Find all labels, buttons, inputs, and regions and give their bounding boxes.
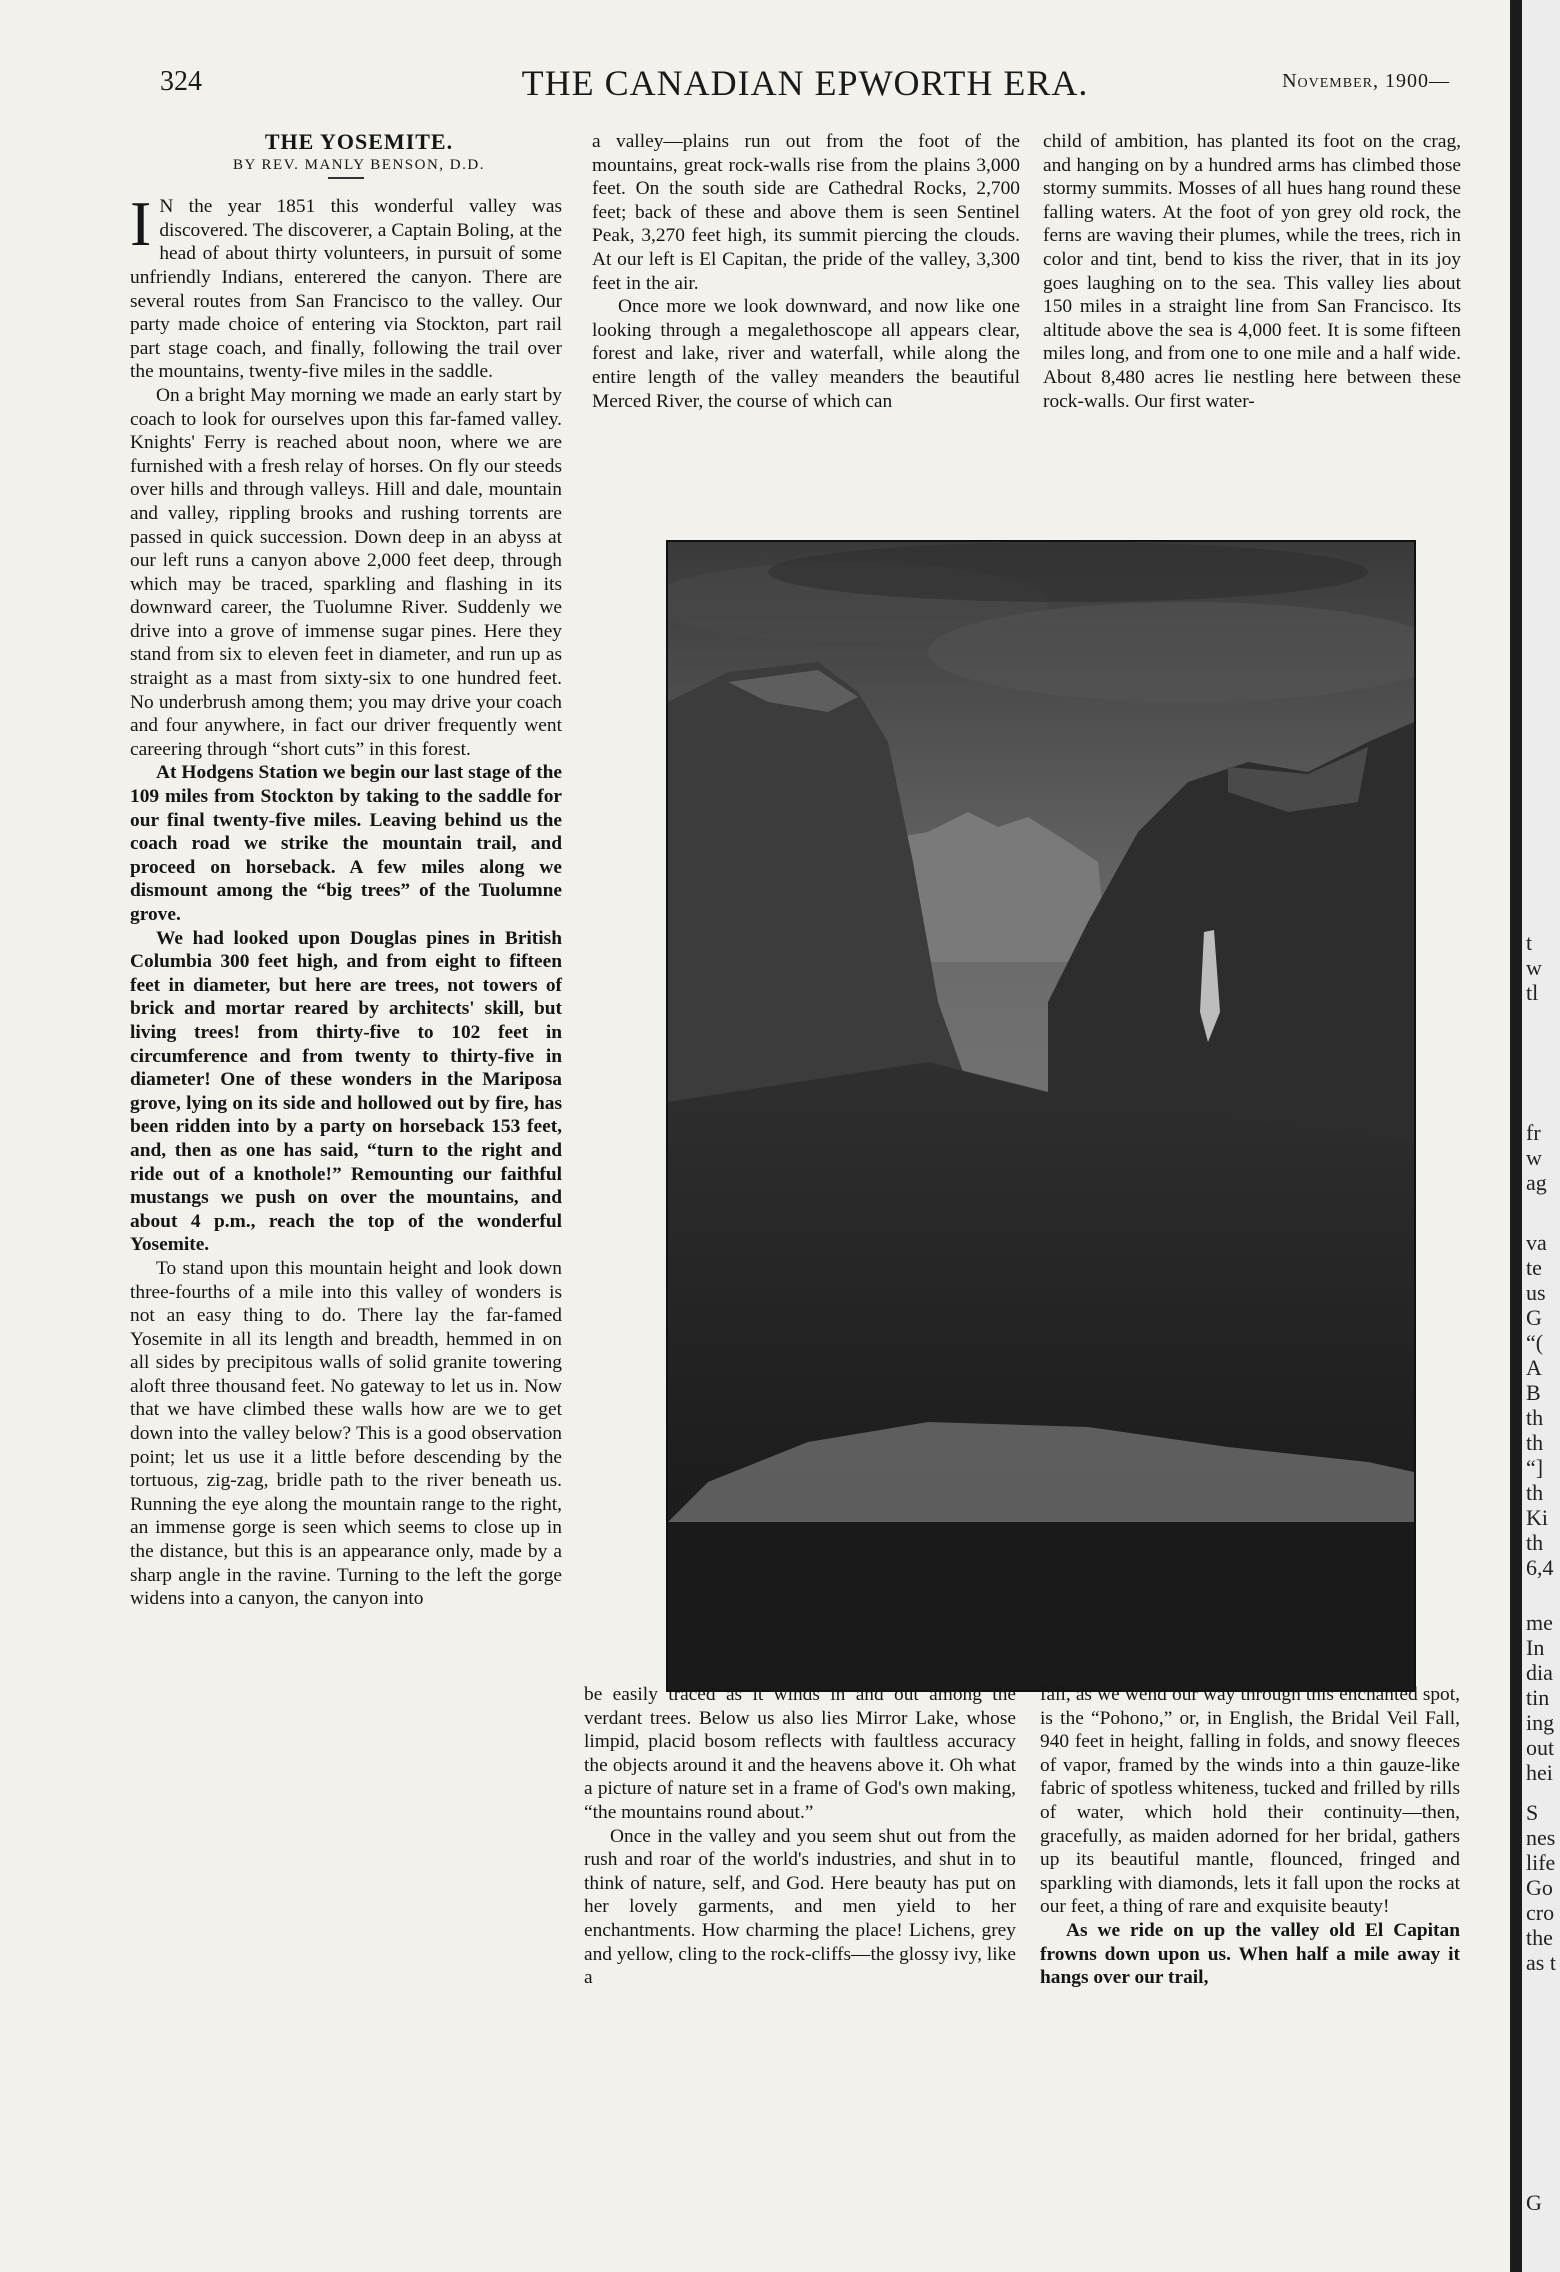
adjacent-page-fragment: th: [1526, 1430, 1544, 1455]
adjacent-page-fragment: life: [1526, 1850, 1556, 1875]
paragraph: fall, as we wend our way through this enchanted spot, is the “Pohono,” or, in English, the Bridal Veil Fall, 940 feet in height, falling in folds, and snowy fleeces of vapor, framed by the winds into a thin gauze-like fabric of spotless whiteness, tucked and frilled by rills of water, which hold their continuity—then, gracefully, as maiden adorned for her bridal, gathers up its beautiful mantle, flounced, fringed and sparkling with diamonds, lets it fall upon the rocks at our feet, a thing of rare and exquisite beauty!: [1040, 1684, 1460, 1918]
adjacent-page-fragment: “(: [1526, 1330, 1544, 1355]
adjacent-page-fragment: cro: [1526, 1900, 1555, 1925]
adjacent-page-fragment: S: [1526, 1800, 1539, 1825]
paragraph: child of ambition, has planted its foot on the crag, and hanging on by a hundred arms has climbed those stormy summits. Mosses of all hues hang round these falling waters. At the foot of yon grey old rock, the ferns are waving their plumes, while the trees, rich in color and tint, bend to kiss the river, that in its joy goes laughing on to the sea. This valley lies about 150 miles in a straight line from San Francisco. Its altitude above the sea is 4,000 feet. It is some fifteen miles long, and from one to one mile and a half wide. About 8,480 acres lie nestling here between these rock-walls. Our first water-: [1043, 131, 1461, 412]
adjacent-page-fragment: fr: [1526, 1120, 1541, 1145]
adjacent-page-fragment: th: [1526, 1530, 1544, 1555]
adjacent-page-fragment: te: [1526, 1255, 1542, 1280]
article-column-1: [130, 130, 562, 1611]
adjacent-page-fragment: th: [1526, 1405, 1544, 1430]
adjacent-page-fragment: w: [1526, 955, 1542, 980]
issue-date: November, 1900—: [1282, 70, 1450, 92]
adjacent-page-fragment: Go: [1526, 1875, 1553, 1900]
adjacent-page-fragment: th: [1526, 1480, 1544, 1505]
adjacent-page-fragment: ing: [1526, 1710, 1555, 1735]
adjacent-page-fragment: t: [1526, 930, 1533, 955]
yosemite-valley-photo: [666, 540, 1416, 1692]
paragraph: At Hodgens Station we begin our last stage of the 109 miles from Stockton by taking to the saddle for our final twenty-five miles. Leaving behind us the coach road we strike the mountain trail, and proceed on horseback. A few miles along we dismount among the “big trees” of the Tuolumne grove.: [130, 762, 562, 925]
adjacent-page-fragment: tl: [1526, 980, 1539, 1005]
article-column-5: [1040, 1683, 1460, 1990]
drop-cap: I: [130, 188, 152, 260]
adjacent-page-fragment: G: [1526, 1305, 1542, 1330]
photo-caption: THE YOSEMITE VALLEY.: [940, 1632, 1142, 1649]
paragraph: As we ride on up the valley old El Capitan frowns down upon us. When half a mile away it hangs over our trail,: [1040, 1919, 1460, 1989]
paragraph: Once more we look downward, and now like one looking through a megalethoscope all appears clear, forest and lake, river and waterfall, while along the entire length of the valley meanders the beautiful Merced River, the course of which can: [592, 296, 1020, 412]
adjacent-page-fragment: as t: [1526, 1950, 1556, 1975]
valley-photo-illustration: [668, 542, 1414, 1690]
adjacent-page-fragment: out: [1526, 1735, 1555, 1760]
adjacent-page-fragment: Ki: [1526, 1505, 1548, 1530]
paragraph: be easily traced as it winds in and out among the verdant trees. Below us also lies Mirror Lake, whose limpid, placid bosom reflects with faultless accuracy the objects around it and the heavens above it. Oh what a picture of nature set in a frame of God's own making, “the mountains round about.”: [584, 1684, 1016, 1823]
adjacent-page-fragment: nes: [1526, 1825, 1556, 1850]
paragraph-text: N the year 1851 this wonderful valley was discovered. The discoverer, a Captain Boling, at the head of about thirty volunteers, in pursuit of some unfriendly Indians, enterered the canyon. There are several routes from San Francisco to the valley. Our party made choice of entering via Stockton, part rail part stage coach, and finally, following the trail over the mountains, twenty-five miles in the saddle.: [130, 196, 562, 383]
journal-title: THE CANADIAN EPWORTH ERA.: [521, 63, 1089, 103]
paragraph: To stand upon this mountain height and look down three-fourths of a mile into this valley of wonders is not an easy thing to do. There lay the far-famed Yosemite in all its length and breadth, hemmed in on all sides by precipitous walls of solid granite towering aloft three thousand feet. No gateway to let us in. Now that we have climbed these walls how are we to get down into the valley below? This is a good observation point; let us use it a little before descending by the tortuous, zig-zag, bridle path to the river beneath us. Running the eye along the mountain range to the right, an immense gorge is seen which seems to close up in the distance, but this is an appearance only, made by a sharp angle in the ravine. Turning to the left the gorge widens into a canyon, the canyon into: [130, 1257, 562, 1610]
paragraph: On a bright May morning we made an early start by coach to look for ourselves upon this far-famed valley. Knights' Ferry is reached about noon, where we are furnished with a fresh relay of horses. On fly our steeds over hills and through valleys. Hill and dale, mountain and valley, rippling brooks and rushing torrents are passed in quick succession. Down deep in an abyss at our left runs a canyon above 2,000 feet deep, through which may be traced, sparkling and flashing in its downward career, the Tuolumne River. Suddenly we drive into a grove of immense sugar pines. Here they stand from six to eleven feet in diameter, and run up as straight as a mast from sixty-six to one hundred feet. No underbrush among them; you may drive your coach and four anywhere, in fact our driver frequently went careering through “short cuts” in this forest.: [130, 384, 562, 760]
article-column-4: [584, 1683, 1016, 1990]
adjacent-page-fragment: G: [1526, 2190, 1542, 2215]
adjacent-page-fragment: us: [1526, 1280, 1546, 1305]
article-title: THE YOSEMITE.: [264, 129, 454, 154]
adjacent-page-fragment: hei: [1526, 1760, 1553, 1785]
adjacent-page-fragment: dia: [1526, 1660, 1553, 1685]
running-header: [160, 62, 1450, 112]
adjacent-page-fragment: w: [1526, 1145, 1542, 1170]
adjacent-page-fragment: va: [1526, 1230, 1547, 1255]
adjacent-page-fragment: A: [1526, 1355, 1542, 1380]
adjacent-page-fragment: ag: [1526, 1170, 1547, 1195]
adjacent-page-fragment: me: [1526, 1610, 1553, 1635]
adjacent-page-fragment: 6,4: [1526, 1555, 1554, 1580]
title-rule: [328, 177, 364, 179]
adjacent-page-fragment: “]: [1526, 1455, 1544, 1480]
article-byline: BY REV. MANLY BENSON, D.D.: [233, 156, 485, 173]
adjacent-page-fragment: tin: [1526, 1685, 1550, 1710]
paragraph: [130, 188, 562, 384]
article-column-2: [592, 130, 1020, 413]
adjacent-page-fragment: the: [1526, 1925, 1553, 1950]
paragraph: a valley—plains run out from the foot of the mountains, great rock-walls rise from the plains 3,000 feet. On the south side are Cathedral Rocks, 2,700 feet; back of these and above them is seen Sentinel Peak, 3,270 feet high, its summit piercing the clouds. At our left is El Capitan, the pride of the valley, 3,300 feet in the air.: [592, 131, 1020, 294]
adjacent-page-edge: [1522, 0, 1560, 2272]
adjacent-page-fragment: B: [1526, 1380, 1541, 1405]
paragraph: Once in the valley and you seem shut out from the rush and roar of the world's industries, and shut in to think of nature, self, and God. Here beauty has put on her lovely garments, and men yield to her enchantments. How charming the place! Lichens, grey and yellow, cling to the rock-cliffs—the glossy ivy, like a: [584, 1825, 1016, 1989]
article-column-3: [1043, 130, 1461, 413]
paragraph: We had looked upon Douglas pines in British Columbia 300 feet high, and from eight to fifteen feet in diameter, but here are trees, not towers of brick and mortar reared by architects' skill, but living trees! from thirty-five to 102 feet in circumference and from twenty to thirty-five in diameter! One of these wonders in the Mariposa grove, lying on its side and hollowed out by fire, has been ridden into by a party on horseback 153 feet, and, then as one has said, “turn to the right and ride out of a knothole!” Remounting our faithful mustangs we push on over the mountains, and about 4 p.m., reach the top of the wonderful Yosemite.: [130, 927, 562, 1256]
adjacent-page-fragment: In: [1526, 1635, 1545, 1660]
page-number: 324: [160, 66, 202, 97]
